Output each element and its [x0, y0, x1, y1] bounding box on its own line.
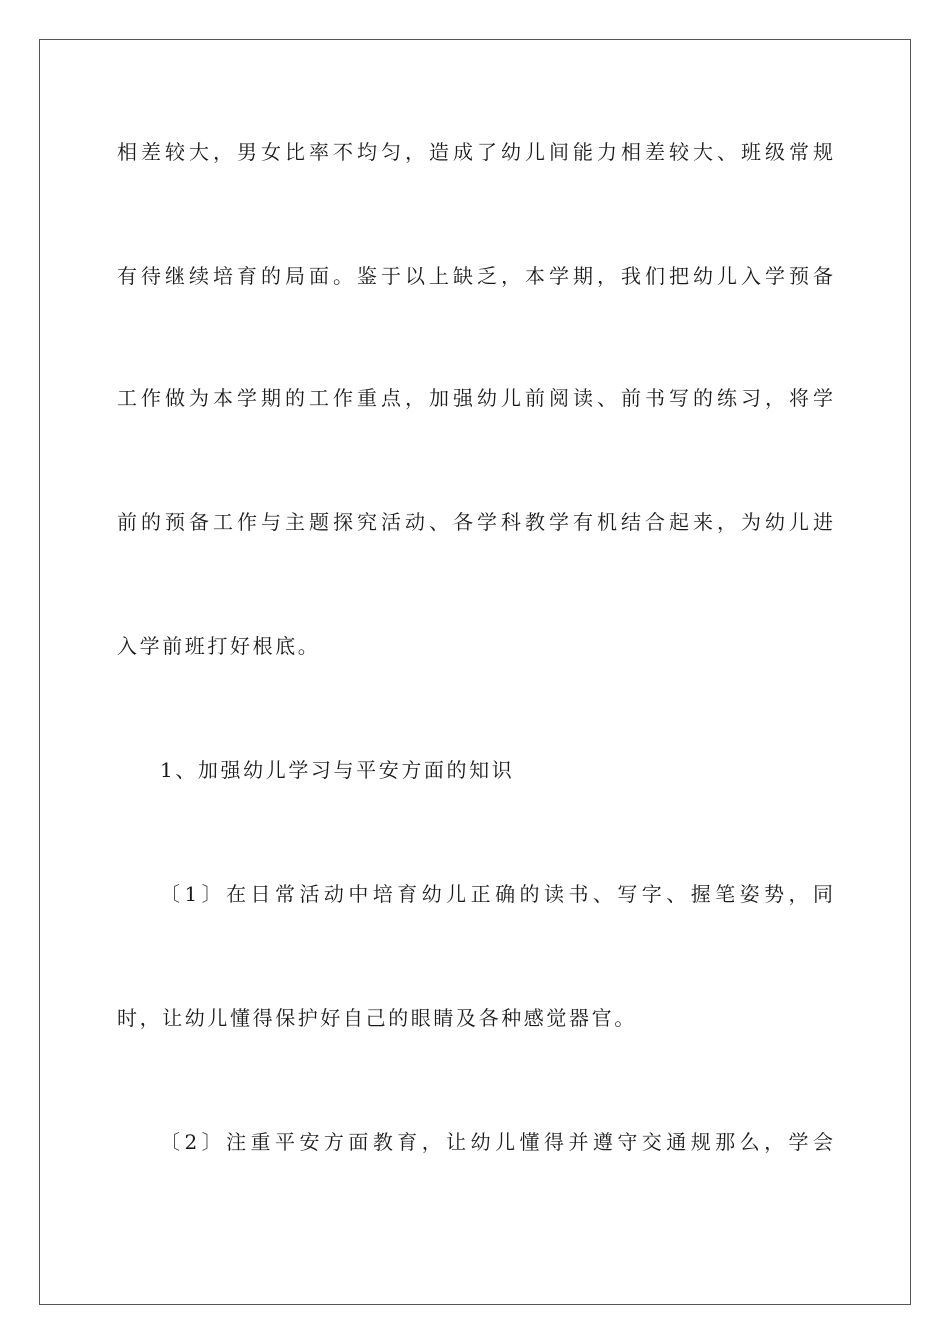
paragraph-line-2: 有待继续培育的局面。鉴于以上缺乏，本学期，我们把幼儿入学预备 — [117, 264, 833, 288]
paragraph-line-1: 相差较大，男女比率不均匀，造成了幼儿间能力相差较大、班级常规 — [117, 140, 833, 164]
paragraph-line-5: 入学前班打好根底。 — [117, 634, 321, 658]
list-item-1-line-2: 时，让幼儿懂得保护好自己的眼睛及各种感觉器官。 — [117, 1006, 637, 1030]
list-item-2-line-1: 〔2〕注重平安方面教育，让幼儿懂得并遵守交通规那么，学会 — [160, 1130, 833, 1154]
page-border — [39, 39, 911, 1305]
section-heading: 1、加强幼儿学习与平安方面的知识 — [160, 758, 515, 782]
paragraph-line-3: 工作做为本学期的工作重点，加强幼儿前阅读、前书写的练习，将学 — [117, 386, 833, 410]
paragraph-line-4: 前的预备工作与主题探究活动、各学科教学有机结合起来，为幼儿进 — [117, 510, 833, 534]
list-item-1-line-1: 〔1〕在日常活动中培育幼儿正确的读书、写字、握笔姿势，同 — [160, 882, 833, 906]
